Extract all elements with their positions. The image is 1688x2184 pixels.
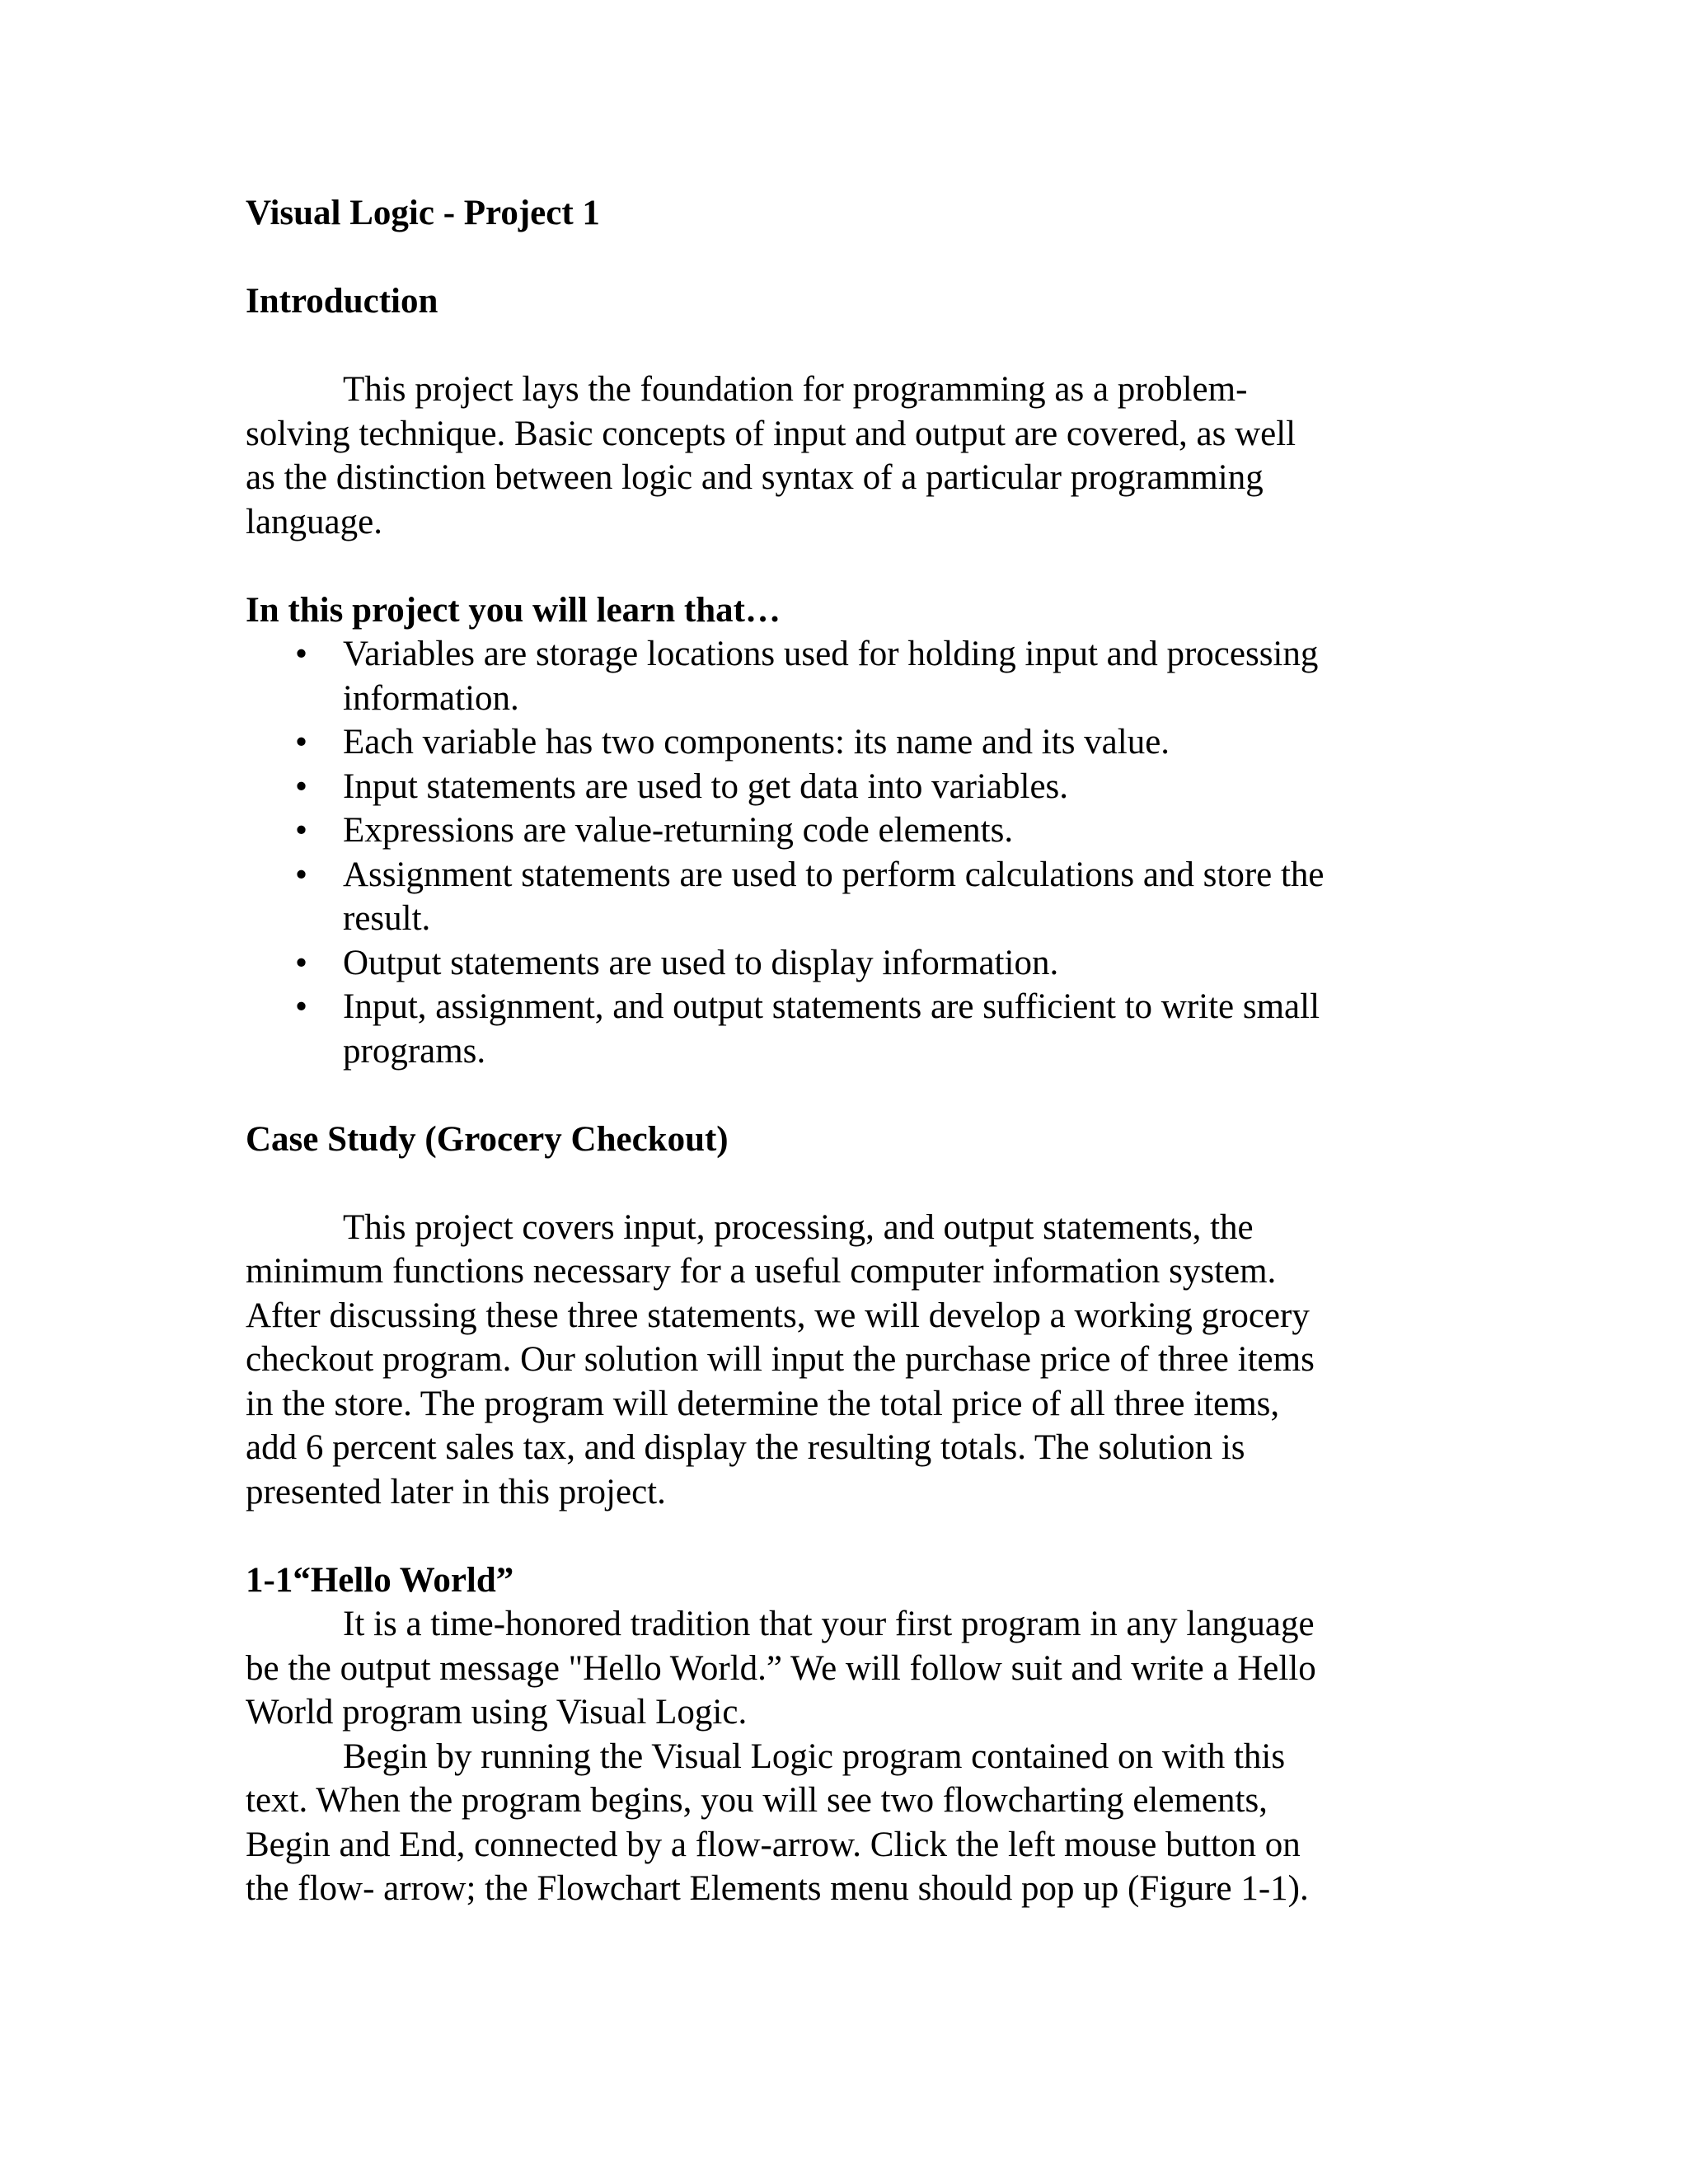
list-item-line: programs. [343,1031,486,1071]
case-study-line: add 6 percent sales tax, and display the resulting totals. The solution is [246,1428,1245,1467]
hello-world-line: the flow- arrow; the Flowchart Elements menu should pop up (Figure 1-1). [246,1869,1309,1908]
hello-world-heading: 1-1“Hello World” [246,1560,514,1600]
list-item [246,720,1424,765]
case-study-line: minimum functions necessary for a useful computer information system. [246,1252,1277,1291]
intro-line: This project lays the foundation for programming as a problem- [343,370,1248,409]
list-item [246,632,1424,720]
bullet-icon: • [295,987,308,1026]
spacer [246,324,1424,368]
bullet-icon: • [295,943,308,982]
spacer [246,1073,1424,1118]
hello-world-line: World program using Visual Logic. [246,1693,748,1732]
bullet-icon: • [295,766,308,806]
spacer [246,236,1424,280]
hello-world-line: It is a time-honored tradition that your first program in any language [343,1605,1315,1643]
intro-paragraph [246,368,1424,544]
spacer [246,544,1424,588]
list-item-line: Variables are storage locations used for holding input and processing [343,635,1319,673]
case-study-line: checkout program. Our solution will input the purchase price of three items [246,1340,1315,1379]
list-item-line: result. [343,899,431,938]
list-item-line: information. [343,678,519,718]
list-item [246,985,1424,1073]
case-study-line: This project covers input, processing, and output statements, the [343,1207,1254,1247]
intro-line: solving technique. Basic concepts of input and output are covered, as well [246,414,1296,453]
intro-line: as the distinction between logic and syntax of a particular programming [246,458,1264,497]
case-study-line: in the store. The program will determine the total price of all three items, [246,1384,1280,1423]
bullet-icon: • [295,855,308,894]
intro-heading: Introduction [246,282,438,321]
page-content [246,191,1424,1911]
case-study-heading: Case Study (Grocery Checkout) [246,1119,729,1159]
bullet-icon: • [295,811,308,850]
case-study-line: presented later in this project. [246,1472,666,1511]
bullet-icon: • [295,635,308,673]
hello-world-line: text. When the program begins, you will see two flowcharting elements, [246,1781,1268,1820]
hello-world-line: be the output message "Hello World.” We will follow suit and write a Hello [246,1648,1316,1688]
list-item [246,765,1424,809]
learn-list [246,632,1424,1073]
case-study-line: After discussing these three statements, we will develop a working grocery [246,1296,1310,1335]
list-item-line: Input, assignment, and output statements are sufficient to write small [343,987,1320,1026]
list-item [246,941,1424,986]
spacer [246,1161,1424,1206]
list-item-line: Input statements are used to get data into variables. [343,766,1069,806]
intro-line: language. [246,502,382,541]
list-item-line: Output statements are used to display information. [343,943,1059,982]
hello-world-line: Begin by running the Visual Logic program contained on with this [343,1736,1286,1776]
list-item-line: Each variable has two components: its name and its value. [343,723,1170,762]
case-study-paragraph [246,1206,1424,1515]
hello-world-line: Begin and End, connected by a flow-arrow. Click the left mouse button on [246,1825,1301,1864]
document-title: Visual Logic - Project 1 [246,194,600,232]
bullet-icon: • [295,723,308,762]
list-item [246,853,1424,941]
list-item [246,808,1424,853]
hello-world-paragraph-2 [246,1735,1424,1911]
list-item-line: Assignment statements are used to perform calculations and store the [343,855,1325,894]
spacer [246,1514,1424,1558]
hello-world-paragraph-1 [246,1602,1424,1735]
list-item-line: Expressions are value-returning code elements. [343,811,1014,850]
learn-heading: In this project you will learn that… [246,590,781,630]
